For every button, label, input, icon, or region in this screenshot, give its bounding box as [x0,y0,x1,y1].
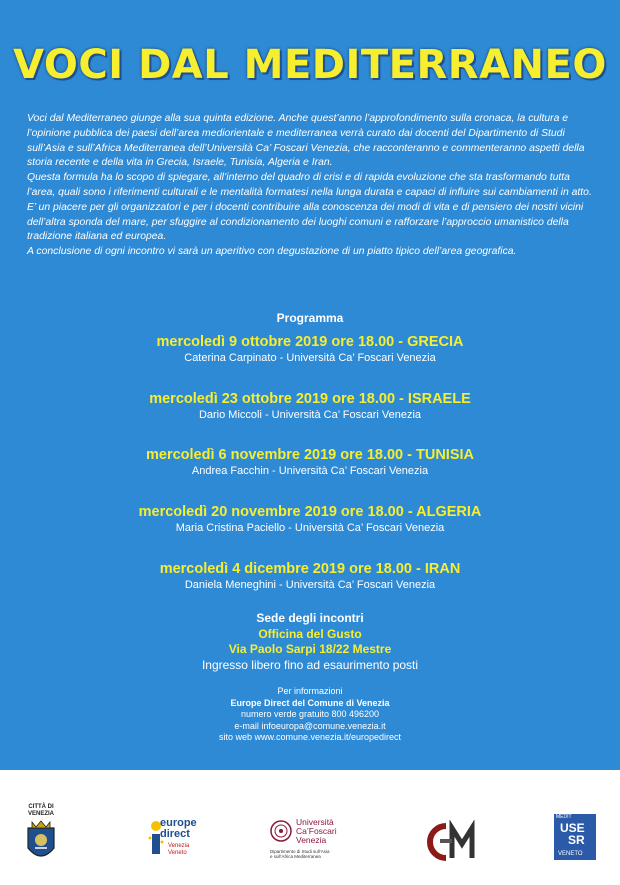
event-speaker: Maria Cristina Paciello - Università Ca’ Foscari Venezia [175,522,445,534]
info-label: Per informazioni [277,686,343,696]
citta-label-1: CITTÀ DI [28,804,54,810]
europe-direct-logo [146,814,206,874]
info-website[interactable]: sito web www.comune.venezia.it/europedirect [218,732,402,742]
intro-text [27,112,597,260]
event-iran [0,560,620,592]
citta-venezia-logo [22,804,60,870]
event-speaker: Caterina Carpinato - Università Ca’ Foscari Venezia [184,352,436,364]
veneto-top-text: MEDIT [556,814,572,820]
intro-paragraph: Voci dal Mediterraneo giunge alla sua quinta edizione. Anche quest’anno l’approfondimento sulla cronaca, la cultura e l’opinione pubblica dei paesi dell’area mediorientale e mediterranea verrà curato dai docenti del Dipartimento di Studi sull’Asia e sull’Africa Mediterranea dell’Università Ca’ Foscari Venezia, che racconteranno e commenteranno aspetti della storia recente e della vita in Grecia, Israele, Tunisia, Algeria e Iran. [27,113,585,169]
cafoscari-dept-2: e sull’Africa Mediterranea [270,854,321,859]
veneto-text-1: USE [560,821,585,835]
europe-direct-text-1: europe [160,817,197,829]
cem-logo [426,820,482,864]
intro-paragraph: E’ un piacere per gli organizzatori e per i docenti contribuire alla conoscenza dei modi di vita e di pensiero dei nostri vicini dell’altra sponda del mare, per sfuggire al condizionamento dei luoghi comuni e rafforzare l’approccio umanistico della tradizione italiana ed europea. [27,201,584,243]
europe-direct-text-4: Veneto [168,850,187,856]
cafoscari-text-2: Ca’Foscari [296,826,337,836]
program-heading: Programma [276,311,344,325]
event-tunisia [0,446,620,478]
cafoscari-dept-1: Dipartimento di Studi sull’Asia [270,849,330,854]
event-israele [0,390,620,422]
venue-name: Officina del Gusto [258,626,362,641]
cem-emblem-icon [426,820,482,864]
veneto-logo [554,814,596,860]
event-date: mercoledì 20 novembre 2019 ore 18.00 - ALGERIA [138,504,482,520]
event-date: mercoledì 9 ottobre 2019 ore 18.00 - GRECIA [156,334,464,350]
event-date: mercoledì 23 ottobre 2019 ore 18.00 - ISRAELE [149,391,471,407]
info-phone: numero verde gratuito 800 496200 [240,709,380,719]
event-grecia [0,333,620,365]
veneto-text-2: SR [568,833,585,847]
event-speaker: Dario Miccoli - Università Ca’ Foscari Venezia [198,409,422,421]
venue-heading: Sede degli incontri [256,611,364,625]
venue-address: Via Paolo Sarpi 18/22 Mestre [228,642,392,656]
cafoscari-seal-icon [270,820,292,842]
poster-title: VOCI DAL MEDITERRANEO [13,42,607,88]
event-date: mercoledì 6 novembre 2019 ore 18.00 - TUNISIA [146,447,474,463]
info-email[interactable]: e-mail infoeuropa@comune.venezia.it [234,720,386,731]
intro-paragraph: Questa formula ha lo scopo di spiegare, all’interno del quadro di crisi e di rapida evoluzione che sta trasformando tutta l’area, quali sono i riferimenti culturali e le mentalità formatesi nella lunga durata e capaci di influire sui cambiamenti in atto. [27,172,592,198]
event-algeria [0,503,620,535]
lion-crest-icon [22,818,60,866]
event-speaker: Andrea Facchin - Università Ca’ Foscari Venezia [191,465,429,477]
europe-direct-text-3: Venezia [168,843,190,849]
info-block [0,686,620,744]
cafoscari-logo [270,818,360,874]
venue-note: Ingresso libero fino ad esaurimento posti [201,657,419,672]
venue-block [0,611,620,673]
event-speaker: Daniela Meneghini - Università Ca’ Foscari Venezia [184,579,436,591]
info-org: Europe Direct del Comune di Venezia [230,697,390,708]
veneto-bottom-text: VENETO [558,851,583,857]
cafoscari-text-3: Venezia [296,835,327,845]
cafoscari-text-1: Università [296,817,334,827]
citta-label-2: VENEZIA [27,811,54,817]
intro-paragraph: A conclusione di ogni incontro vi sarà un aperitivo con degustazione di un piatto tipico dell’area geografica. [27,246,517,258]
europe-direct-text-2: direct [160,828,190,840]
event-date: mercoledì 4 dicembre 2019 ore 18.00 - IRAN [159,561,461,577]
logo-bar [0,790,620,885]
